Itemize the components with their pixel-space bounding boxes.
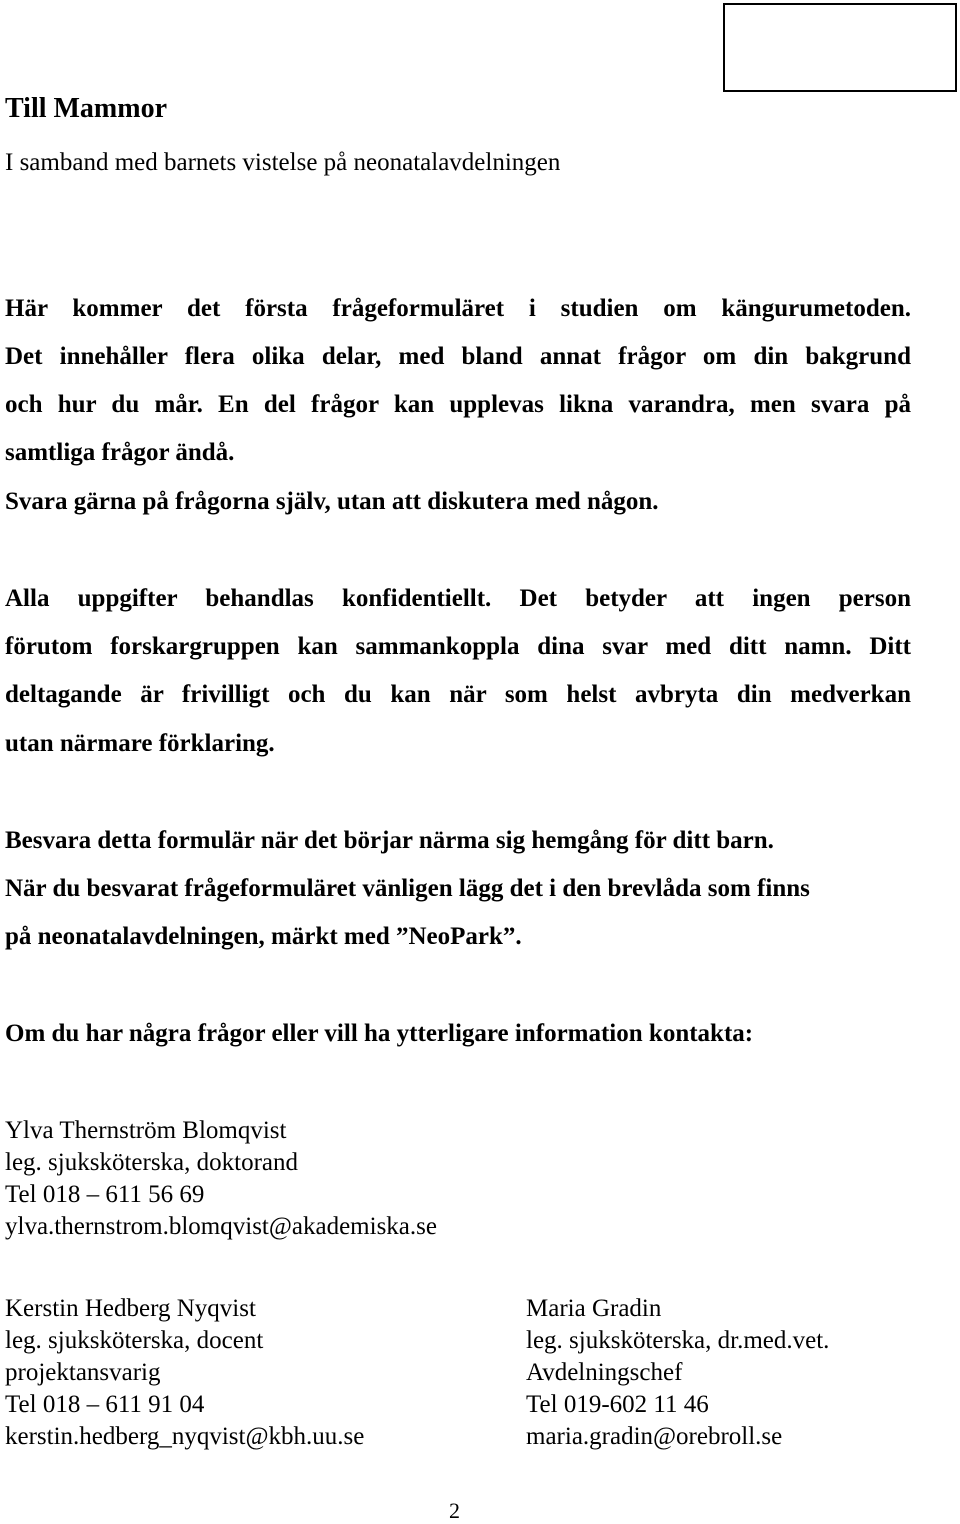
contact-email: ylva.thernstrom.blomqvist@akademiska.se (5, 1213, 437, 1240)
contact-role: projektansvarig (5, 1359, 161, 1386)
confidentiality-line: deltagande är frivilligt och du kan när som helst avbryta din medverkan (5, 681, 911, 708)
intro-line: Svara gärna på frågorna själv, utan att diskutera med någon. (5, 488, 659, 515)
contact-role: Avdelningschef (526, 1359, 683, 1386)
instructions-line: När du besvarat frågeformuläret vänligen lägg det i den brevlåda som finns (5, 875, 810, 902)
contact-title: leg. sjuksköterska, docent (5, 1327, 264, 1354)
contact-phone: Tel 018 – 611 56 69 (5, 1181, 205, 1208)
contact-email: maria.gradin@orebroll.se (526, 1423, 783, 1450)
contact-phone: Tel 018 – 611 91 04 (5, 1391, 205, 1418)
contact-email: kerstin.hedberg_nyqvist@kbh.uu.se (5, 1423, 365, 1450)
page-number: 2 (449, 1498, 460, 1523)
id-box (723, 3, 957, 92)
contact-name: Ylva Thernström Blomqvist (5, 1117, 287, 1144)
instructions-line: på neonatalavdelningen, märkt med ”NeoPark”. (5, 923, 522, 950)
confidentiality-line: Alla uppgifter behandlas konfidentiellt. Det betyder att ingen person (5, 585, 911, 612)
contact-title: leg. sjuksköterska, dr.med.vet. (526, 1327, 830, 1354)
confidentiality-line: förutom forskargruppen kan sammankoppla dina svar med ditt namn. Ditt (5, 633, 911, 660)
contact-block-kerstin (5, 1293, 364, 1453)
contact-block-maria (526, 1293, 829, 1453)
page-title: Till Mammor (5, 93, 168, 124)
contact-title: leg. sjuksköterska, doktorand (5, 1149, 299, 1176)
contact-name: Kerstin Hedberg Nyqvist (5, 1295, 256, 1322)
intro-line: och hur du mår. En del frågor kan upplevas likna varandra, men svara på (5, 391, 911, 418)
intro-line: Det innehåller flera olika delar, med bland annat frågor om din bakgrund (5, 343, 911, 370)
contact-block-ylva (5, 1115, 437, 1243)
intro-line: samtliga frågor ändå. (5, 439, 235, 466)
contact-heading: Om du har några frågor eller vill ha ytterligare information kontakta: (5, 1020, 754, 1047)
page-subtitle: I samband med barnets vistelse på neonatalavdelningen (5, 149, 561, 176)
confidentiality-line: utan närmare förklaring. (5, 730, 275, 757)
intro-line: Här kommer det första frågeformuläret i studien om kängurumetoden. (5, 295, 911, 322)
contact-phone: Tel 019-602 11 46 (526, 1391, 709, 1418)
contact-name: Maria Gradin (526, 1295, 662, 1322)
instructions-line: Besvara detta formulär när det börjar närma sig hemgång för ditt barn. (5, 827, 774, 854)
